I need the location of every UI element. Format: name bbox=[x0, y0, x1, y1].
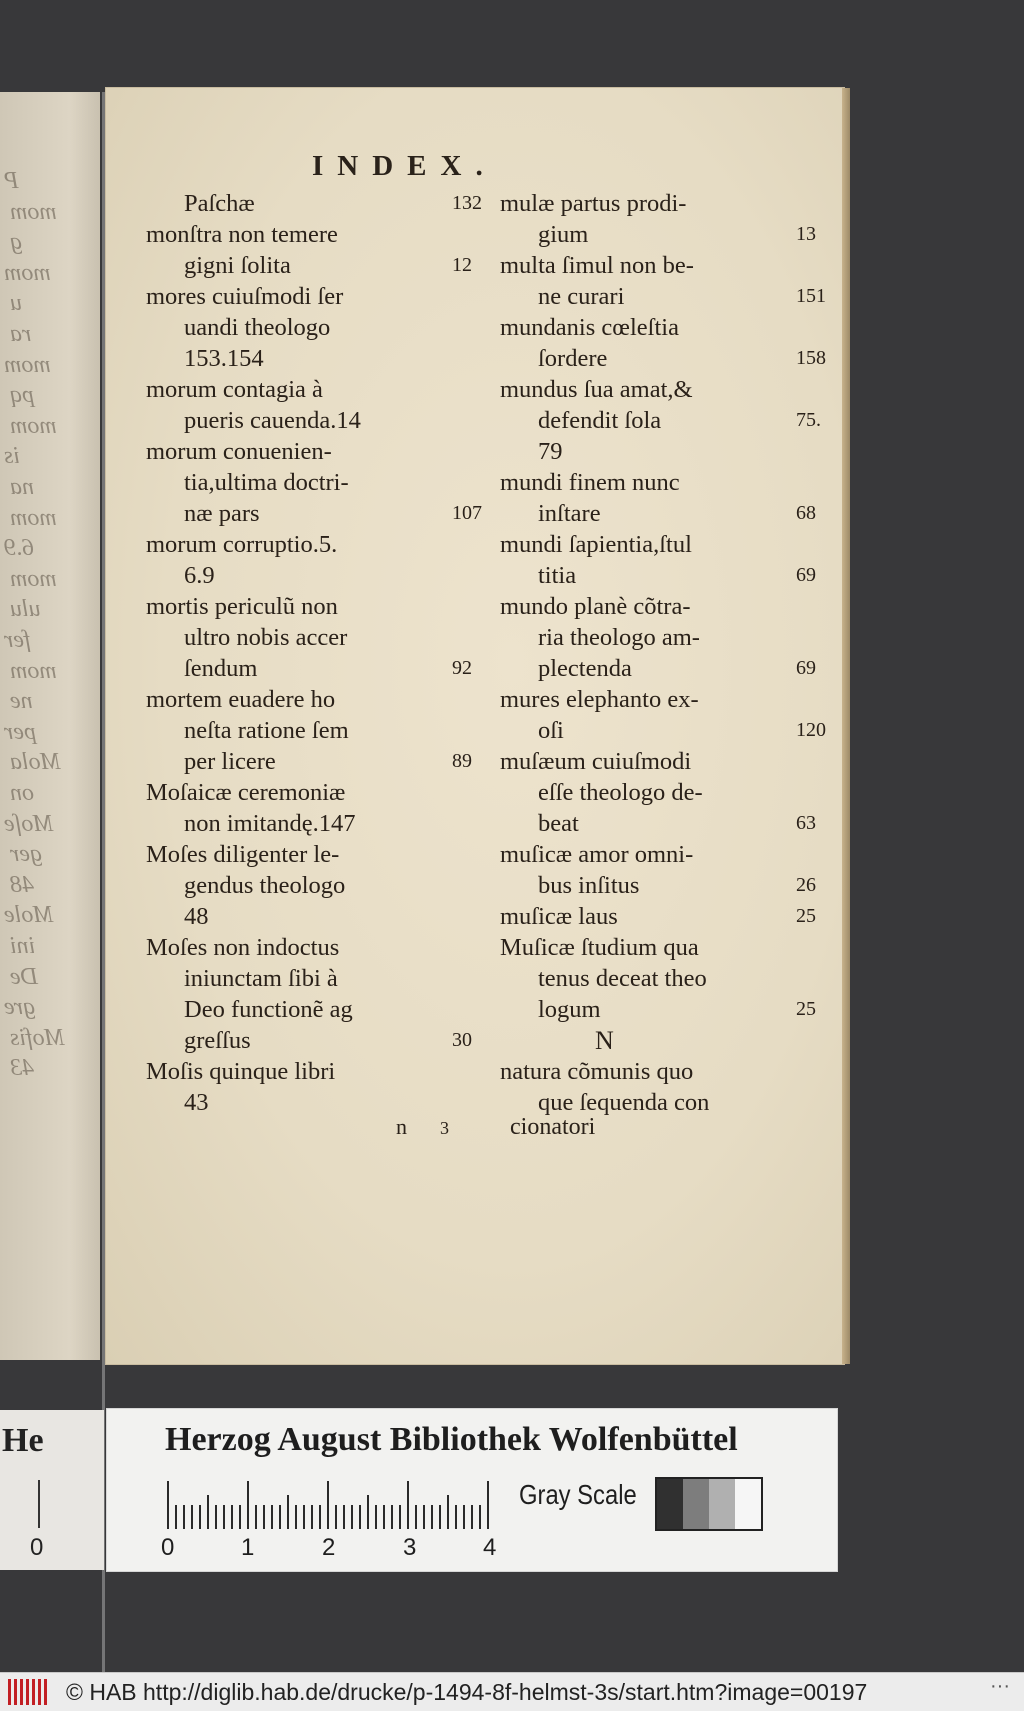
left-page-ghost-text: mom bbox=[4, 259, 51, 286]
ruler-tick bbox=[287, 1495, 289, 1529]
entry-text: 43 bbox=[184, 1089, 209, 1116]
entry-page-number: 132 bbox=[452, 192, 482, 214]
entry-text: logum bbox=[538, 996, 601, 1023]
index-entry bbox=[500, 529, 860, 560]
left-page-ghost-text: Moſe bbox=[4, 810, 54, 837]
entry-text: mundo planè cõtra- bbox=[500, 593, 691, 620]
entry-text: Moſes non indoctus bbox=[146, 934, 340, 961]
entry-text: mures elephanto ex- bbox=[500, 686, 699, 713]
entry-text: Paſchæ bbox=[184, 190, 255, 217]
status-bar bbox=[0, 1672, 1024, 1711]
gray-patch bbox=[657, 1479, 683, 1529]
index-entry bbox=[146, 1056, 546, 1087]
entry-text: Moſes diligenter le- bbox=[146, 841, 340, 868]
entry-text: inſtare bbox=[538, 500, 601, 527]
left-page-ghost-text: mom bbox=[10, 412, 57, 439]
index-entry bbox=[146, 777, 546, 808]
index-column-right bbox=[500, 188, 860, 1118]
left-page-ghost-text: per bbox=[4, 718, 36, 745]
index-entry bbox=[146, 467, 546, 498]
left-page-ghost-text: mom bbox=[10, 504, 57, 531]
hab-logo-icon bbox=[8, 1679, 48, 1705]
index-entry bbox=[500, 250, 860, 281]
entry-text: morum corruptio.5. bbox=[146, 531, 338, 558]
logo-bar bbox=[20, 1679, 23, 1705]
index-entry bbox=[500, 963, 860, 994]
entry-text: Moſis quinque libri bbox=[146, 1058, 336, 1085]
entry-text: monſtra non temere bbox=[146, 221, 338, 248]
ruler-tick bbox=[479, 1505, 481, 1529]
ruler-tick bbox=[199, 1505, 201, 1529]
left-page-ghost-text: g bbox=[10, 229, 22, 256]
left-page-ghost-text: pq bbox=[10, 382, 34, 409]
entry-page-number: 75. bbox=[796, 409, 821, 431]
index-entry bbox=[500, 560, 860, 591]
index-entry bbox=[146, 715, 546, 746]
copyright-url[interactable]: © HAB http://diglib.hab.de/drucke/p-1494-8f-helmst-3s/start.htm?image=00197 bbox=[66, 1679, 868, 1705]
left-page-ghost-text: na bbox=[10, 474, 34, 500]
ruler-tick bbox=[447, 1495, 449, 1529]
index-entry bbox=[146, 1025, 546, 1056]
index-entry bbox=[146, 560, 546, 591]
gray-patch bbox=[735, 1479, 761, 1529]
logo-bar bbox=[32, 1679, 35, 1705]
index-entry bbox=[146, 188, 546, 219]
entry-text: Moſaicæ ceremoniæ bbox=[146, 779, 346, 806]
index-entry bbox=[500, 467, 860, 498]
index-entry bbox=[500, 870, 860, 901]
index-entry bbox=[500, 436, 860, 467]
index-entry bbox=[500, 653, 860, 684]
entry-text: gendus theologo bbox=[184, 872, 346, 899]
entry-text: mundus ſua amat,& bbox=[500, 376, 693, 403]
library-title: Herzog August Bibliothek Wolfenbüttel bbox=[165, 1421, 738, 1458]
left-page-ghost-text: is bbox=[4, 443, 21, 470]
index-entry bbox=[500, 808, 860, 839]
entry-text: non imitandę.147 bbox=[184, 810, 356, 837]
index-entry bbox=[500, 622, 860, 653]
gray-patch bbox=[683, 1479, 709, 1529]
ruler-label-0: 0 bbox=[161, 1534, 175, 1561]
index-entry bbox=[500, 312, 860, 343]
ruler-tick bbox=[255, 1505, 257, 1529]
entry-text: Muſicæ ſtudium qua bbox=[500, 934, 699, 961]
entry-text: næ pars bbox=[184, 500, 260, 527]
ruler-tick bbox=[239, 1505, 241, 1529]
left-page-ghost-text: 43 bbox=[10, 1055, 34, 1082]
entry-text: defendit ſola bbox=[538, 407, 662, 434]
left-page-ghost-text: Mola bbox=[10, 749, 61, 776]
gray-scale-label: Gray Scale bbox=[519, 1479, 637, 1510]
ruler-tick bbox=[311, 1505, 313, 1529]
left-page-ghost-text: Mofis bbox=[10, 1024, 65, 1051]
entry-page-number: 107 bbox=[452, 502, 482, 524]
left-page-ghost-text: 6.9 bbox=[4, 535, 34, 562]
left-page-ghost-text: ini bbox=[10, 933, 36, 959]
entry-text: Deo functionẽ ag bbox=[184, 996, 353, 1023]
left-page-ghost-text: mom bbox=[10, 565, 57, 592]
entry-text: mulæ partus prodi- bbox=[500, 190, 687, 217]
entry-text: muſicæ amor omni- bbox=[500, 841, 694, 868]
left-page-ghost-text: P bbox=[4, 168, 19, 194]
gray-patch bbox=[709, 1479, 735, 1529]
index-entry bbox=[500, 405, 860, 436]
entry-text: neſta ratione ſem bbox=[184, 717, 349, 744]
entry-text: mundanis cœleſtia bbox=[500, 314, 679, 341]
left-page-ghost-text: mom bbox=[4, 351, 51, 378]
entry-text: tia,ultima doctri- bbox=[184, 469, 349, 496]
entry-page-number: 25 bbox=[796, 905, 816, 927]
ruler-tick bbox=[335, 1505, 337, 1529]
signature-mark: n bbox=[396, 1114, 407, 1139]
index-column-left bbox=[146, 188, 546, 1118]
index-entry bbox=[500, 591, 860, 622]
ruler-tick bbox=[191, 1505, 193, 1529]
logo-bar bbox=[26, 1679, 29, 1705]
entry-text: plectenda bbox=[538, 655, 632, 682]
index-entry bbox=[500, 901, 860, 932]
index-entry bbox=[146, 839, 546, 870]
ruler-tick bbox=[351, 1505, 353, 1529]
entry-page-number: 63 bbox=[796, 812, 816, 834]
ruler-tick bbox=[327, 1481, 329, 1529]
left-facing-page bbox=[0, 92, 100, 1360]
entry-text: ſendum bbox=[184, 655, 258, 682]
left-page-ghost-text: mom bbox=[10, 198, 57, 225]
left-page-ghost-text: De bbox=[10, 963, 38, 990]
ruler-tick bbox=[167, 1481, 169, 1529]
left-page-ghost-text: ne bbox=[10, 688, 33, 715]
index-entry bbox=[146, 250, 546, 281]
entry-text: muſæum cuiuſmodi bbox=[500, 748, 692, 775]
ruler-tick bbox=[183, 1505, 185, 1529]
ruler-tick bbox=[423, 1505, 425, 1529]
entry-text: uandi theologo bbox=[184, 314, 331, 341]
entry-page-number: 69 bbox=[796, 564, 816, 586]
entry-text: 6.9 bbox=[184, 562, 215, 589]
ruler-label-3: 3 bbox=[403, 1534, 417, 1561]
index-entry bbox=[500, 994, 860, 1025]
left-page-ghost-text: ger bbox=[10, 841, 42, 868]
logo-bar bbox=[14, 1679, 17, 1705]
index-entry bbox=[500, 1025, 860, 1056]
left-page-ghost-text: Mole bbox=[4, 902, 54, 929]
entry-text: morum conuenien- bbox=[146, 438, 332, 465]
index-entry bbox=[146, 312, 546, 343]
entry-page-number: 120 bbox=[796, 719, 826, 741]
index-entry bbox=[500, 188, 860, 219]
ruler-tick bbox=[231, 1505, 233, 1529]
gray-scale-patches bbox=[655, 1477, 763, 1531]
entry-text: mortem euadere ho bbox=[146, 686, 336, 713]
index-entry bbox=[146, 219, 546, 250]
index-entry bbox=[146, 870, 546, 901]
index-entry bbox=[500, 777, 860, 808]
entry-page-number: 12 bbox=[452, 254, 472, 276]
left-page-ghost-text: on bbox=[10, 780, 34, 806]
entry-page-number: 151 bbox=[796, 285, 826, 307]
entry-page-number: 69 bbox=[796, 657, 816, 679]
page-heading: INDEX. bbox=[312, 150, 497, 182]
entry-text: gium bbox=[538, 221, 589, 248]
ruler-tick bbox=[407, 1481, 409, 1529]
left-page-ghost-text: mom bbox=[10, 657, 57, 684]
ruler-tick bbox=[303, 1505, 305, 1529]
entry-text: pueris cauenda.14 bbox=[184, 407, 361, 434]
entry-text: natura cõmunis quo bbox=[500, 1058, 694, 1085]
index-entry bbox=[146, 963, 546, 994]
ruler-tick bbox=[399, 1505, 401, 1529]
index-entry bbox=[500, 1056, 860, 1087]
ruler-tick bbox=[431, 1505, 433, 1529]
ruler bbox=[167, 1479, 487, 1529]
left-page-ghost-text: 48 bbox=[10, 871, 34, 898]
index-entry bbox=[146, 622, 546, 653]
index-entry bbox=[500, 715, 860, 746]
color-scale-strip bbox=[106, 1408, 838, 1572]
ruler-tick bbox=[207, 1495, 209, 1529]
index-entry bbox=[500, 746, 860, 777]
index-entry bbox=[146, 498, 546, 529]
ruler-label-1: 1 bbox=[241, 1534, 255, 1561]
entry-text: ultro nobis accer bbox=[184, 624, 348, 651]
entry-text: tenus deceat theo bbox=[538, 965, 707, 992]
index-entry bbox=[146, 684, 546, 715]
ruler-tick bbox=[391, 1505, 393, 1529]
entry-text: per licere bbox=[184, 748, 276, 775]
logo-bar bbox=[38, 1679, 41, 1705]
index-entry bbox=[146, 746, 546, 777]
ruler-tick bbox=[223, 1505, 225, 1529]
entry-text: muſicæ laus bbox=[500, 903, 618, 930]
index-entry bbox=[146, 591, 546, 622]
catchword: cionatori bbox=[510, 1114, 596, 1140]
left-page-ghost-text: ra bbox=[10, 321, 32, 347]
entry-text: eſſe theologo de- bbox=[538, 779, 703, 806]
entry-text: ſordere bbox=[538, 345, 608, 372]
index-entry bbox=[146, 343, 546, 374]
entry-text: beat bbox=[538, 810, 579, 837]
entry-text: bus inſitus bbox=[538, 872, 640, 899]
ruler-label-4: 4 bbox=[483, 1534, 497, 1561]
entry-text: multa ſimul non be- bbox=[500, 252, 694, 279]
index-entry bbox=[500, 684, 860, 715]
entry-page-number: 158 bbox=[796, 347, 826, 369]
left-page-ghost-text: u bbox=[10, 290, 22, 317]
more-menu-icon[interactable]: ··· bbox=[990, 1675, 1010, 1697]
left-strip-number: 0 bbox=[30, 1534, 44, 1561]
entry-text: mortis periculũ non bbox=[146, 593, 338, 620]
entry-text: greſſus bbox=[184, 1027, 251, 1054]
left-strip-tick bbox=[38, 1480, 40, 1528]
entry-page-number: 13 bbox=[796, 223, 816, 245]
left-page-ghost-text: ulu bbox=[10, 596, 41, 623]
logo-bar bbox=[44, 1679, 47, 1705]
index-entry bbox=[500, 839, 860, 870]
ruler-tick bbox=[367, 1495, 369, 1529]
ruler-tick bbox=[375, 1505, 377, 1529]
entry-text: mundi finem nunc bbox=[500, 469, 680, 496]
ruler-label-2: 2 bbox=[322, 1534, 336, 1561]
signature-number: 3 bbox=[440, 1118, 449, 1138]
index-entry bbox=[146, 529, 546, 560]
index-entry bbox=[500, 932, 860, 963]
index-entry bbox=[146, 901, 546, 932]
ruler-tick bbox=[359, 1505, 361, 1529]
entry-text: 153.154 bbox=[184, 345, 264, 372]
index-entry bbox=[146, 436, 546, 467]
entry-text: ne curari bbox=[538, 283, 625, 310]
ruler-tick bbox=[279, 1505, 281, 1529]
entry-text: 48 bbox=[184, 903, 209, 930]
index-entry bbox=[500, 343, 860, 374]
entry-text: morum contagia à bbox=[146, 376, 323, 403]
entry-page-number: 26 bbox=[796, 874, 816, 896]
logo-bar bbox=[8, 1679, 11, 1705]
ruler-tick bbox=[215, 1505, 217, 1529]
section-letter: N bbox=[595, 1026, 614, 1055]
ruler-tick bbox=[455, 1505, 457, 1529]
entry-page-number: 68 bbox=[796, 502, 816, 524]
index-entry bbox=[500, 281, 860, 312]
ruler-tick bbox=[343, 1505, 345, 1529]
entry-text: mores cuiuſmodi ſer bbox=[146, 283, 344, 310]
index-entry bbox=[146, 281, 546, 312]
ruler-tick bbox=[487, 1481, 489, 1529]
index-entry bbox=[500, 374, 860, 405]
entry-text: que ſequenda con bbox=[538, 1089, 710, 1116]
entry-page-number: 92 bbox=[452, 657, 472, 679]
ruler-tick bbox=[295, 1505, 297, 1529]
index-entry bbox=[146, 808, 546, 839]
index-entry bbox=[500, 498, 860, 529]
entry-page-number: 89 bbox=[452, 750, 472, 772]
ruler-tick bbox=[271, 1505, 273, 1529]
index-entry bbox=[146, 405, 546, 436]
left-page-ghost-text: gre bbox=[4, 994, 36, 1021]
ruler-tick bbox=[471, 1505, 473, 1529]
entry-text: gigni ſolita bbox=[184, 252, 291, 279]
left-page-ghost-text: fer bbox=[4, 627, 31, 653]
ruler-tick bbox=[383, 1505, 385, 1529]
index-entry bbox=[146, 1087, 546, 1118]
ruler-tick bbox=[439, 1505, 441, 1529]
index-entry bbox=[500, 219, 860, 250]
index-entry bbox=[146, 932, 546, 963]
ruler-tick bbox=[415, 1505, 417, 1529]
ruler-tick bbox=[247, 1481, 249, 1529]
entry-page-number: 25 bbox=[796, 998, 816, 1020]
entry-text: 79 bbox=[538, 438, 563, 465]
index-entry bbox=[146, 653, 546, 684]
index-page bbox=[106, 88, 844, 1364]
left-strip-fragment bbox=[0, 1410, 104, 1570]
entry-page-number: 30 bbox=[452, 1029, 472, 1051]
entry-text: oſi bbox=[538, 717, 564, 744]
index-entry bbox=[146, 374, 546, 405]
entry-text: mundi ſapientia,ſtul bbox=[500, 531, 692, 558]
entry-text: ria theologo am- bbox=[538, 624, 700, 651]
ruler-tick bbox=[319, 1505, 321, 1529]
entry-text: titia bbox=[538, 562, 577, 589]
index-entry bbox=[146, 994, 546, 1025]
entry-text: iniunctam ſibi à bbox=[184, 965, 338, 992]
ruler-tick bbox=[175, 1505, 177, 1529]
ruler-tick bbox=[463, 1505, 465, 1529]
left-strip-text: He bbox=[2, 1422, 44, 1459]
ruler-tick bbox=[263, 1505, 265, 1529]
